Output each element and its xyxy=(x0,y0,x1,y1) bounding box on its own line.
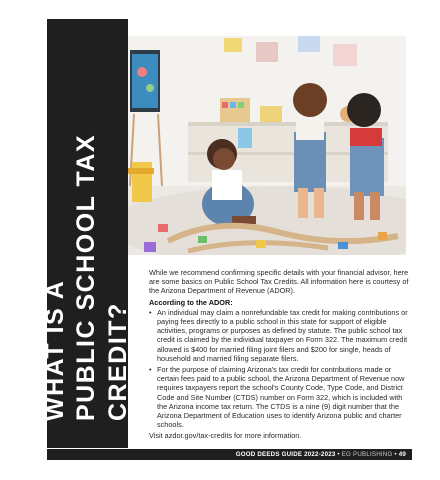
bullet-marker: • xyxy=(149,307,152,317)
intro-paragraph: While we recommend confirming specific details with your financial advisor, here are some basics on Public School Tax Credits. All information here is courtesy of the Arizona Department of Revenue (ADOR). xyxy=(149,268,409,296)
page-number: 49 xyxy=(398,451,406,458)
footer-guide-title: GOOD DEEDS GUIDE 2022-2023 xyxy=(235,451,336,458)
list-item xyxy=(149,308,411,363)
footer-bar xyxy=(47,449,412,460)
bullet-text: For the purpose of claiming Arizona's tax credit for contributions made or certain fees paid to a public school, the Arizona Department of Revenue now requires taxpayers report the school's County Code, Type Code, and District Code and Site Number (CTDS) number on Form 322, which is included with the Arizona income tax return. The CTDS is a nine (9) digit number that the Arizona Department of Education uses to identify Arizona public and charter schools. xyxy=(157,365,405,430)
article-body xyxy=(149,268,411,443)
list-item xyxy=(149,365,411,429)
bullet-marker: • xyxy=(149,365,152,375)
section-heading: According to the ADOR: xyxy=(149,297,233,307)
visit-link-text[interactable]: Visit azdor.gov/tax-credits for more information. xyxy=(149,431,302,441)
footer-publisher: EG PUBLISHING xyxy=(341,451,393,458)
bullet-text: An individual may claim a nonrefundable tax credit for making contributions or paying fees directly to a public school in this state for support of eligible activities, programs or purposes as defined by statute. The public school tax credit is claimed by the individual taxpayer on Form 322. The maximum credit allowed is $400 for married filing joint filers and $200 for single, heads of household and married filing separate filers. xyxy=(157,307,408,363)
side-title-line2: PUBLIC SCHOOL TAX CREDIT? xyxy=(72,133,132,421)
bullet-list xyxy=(149,308,411,430)
footer-separator: • xyxy=(335,451,342,458)
side-title-line1: WHAT IS A xyxy=(41,279,69,421)
side-title xyxy=(41,23,132,443)
footer-separator: • xyxy=(392,451,399,458)
children-playing-photo xyxy=(128,36,406,255)
